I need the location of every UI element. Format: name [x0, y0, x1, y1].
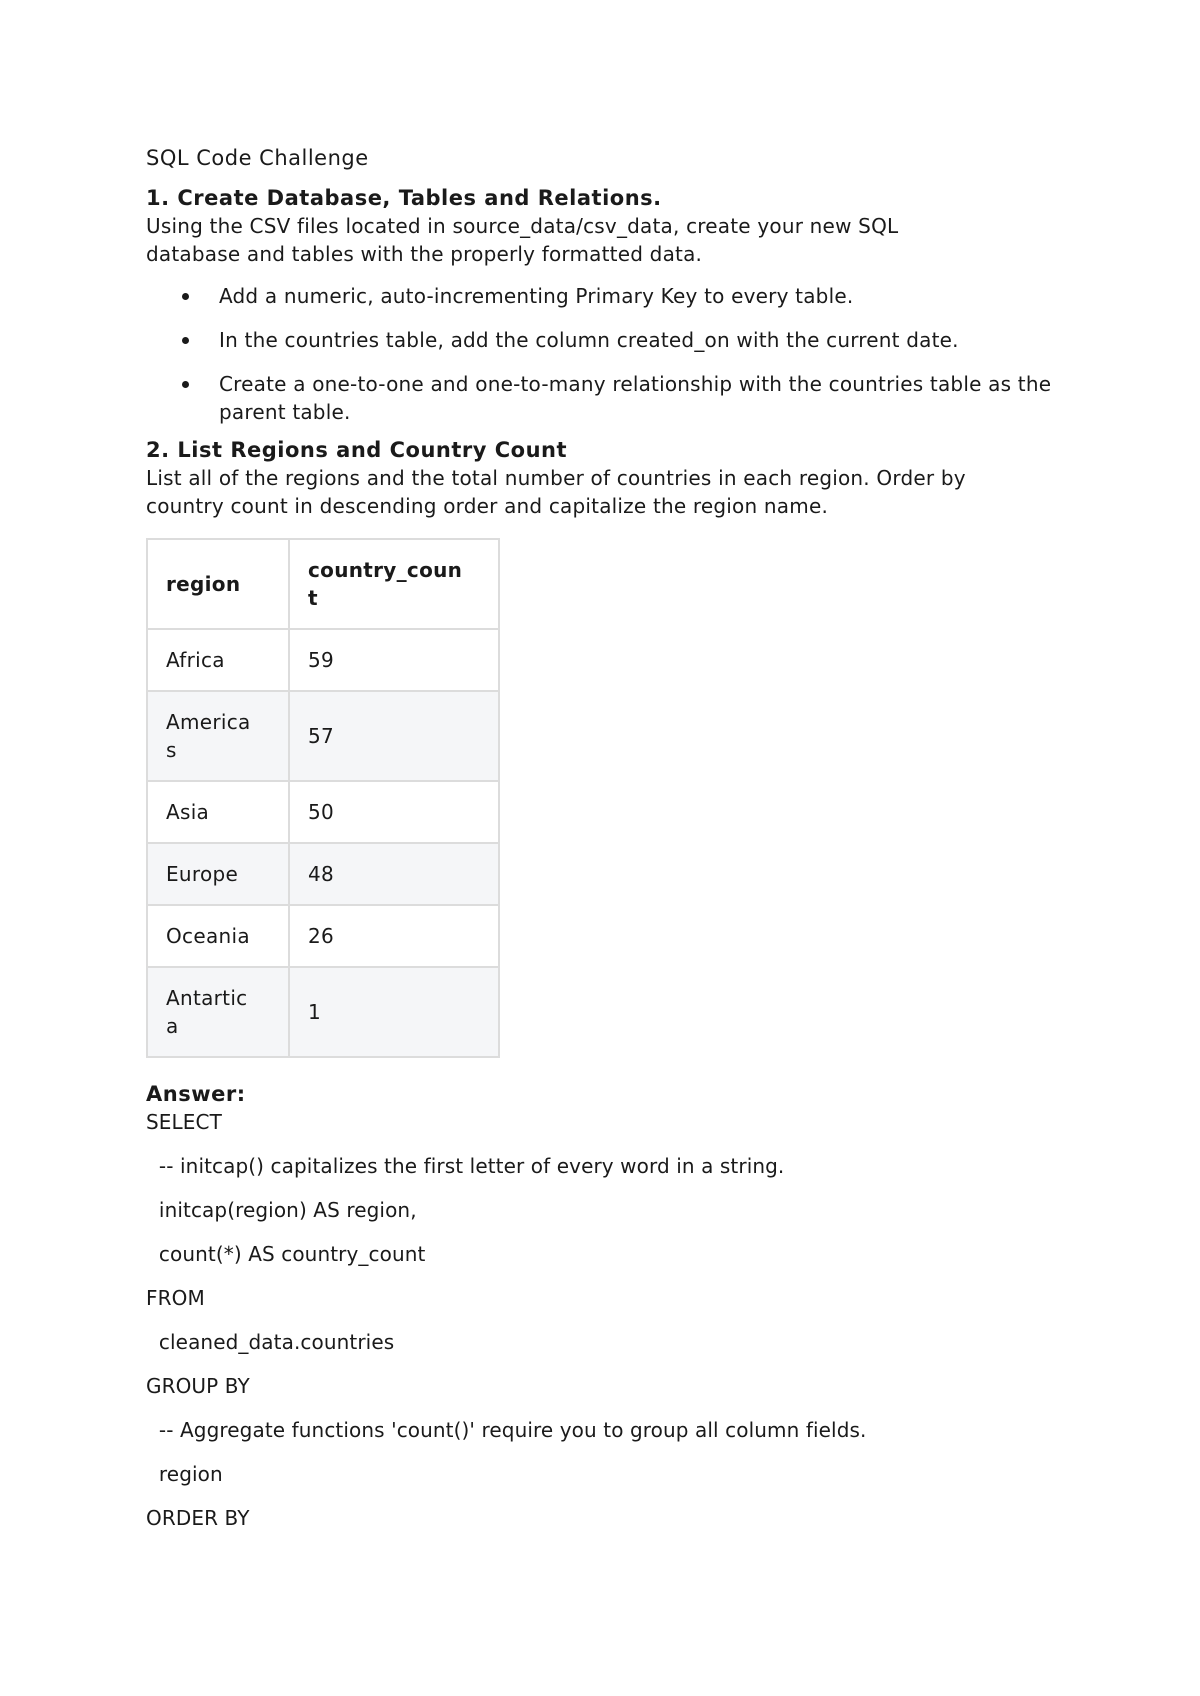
section-1-intro-line-2: database and tables with the properly formatted data.: [146, 242, 703, 266]
cell-region: Antartic a: [147, 967, 289, 1057]
table-header-row: [147, 539, 499, 629]
list-item-text: Add a numeric, auto-incrementing Primary Key to every table.: [219, 284, 854, 308]
list-item: [146, 326, 1066, 354]
section-2-intro-line-2: country count in descending order and capitalize the region name.: [146, 494, 829, 518]
code-line: count(*) AS country_count: [146, 1242, 426, 1266]
code-line: region: [146, 1462, 223, 1486]
list-item: [146, 282, 1066, 310]
table-row: [147, 967, 499, 1057]
section-1-heading: 1. Create Database, Tables and Relations.: [146, 186, 662, 210]
table-row: [147, 843, 499, 905]
code-line: initcap(region) AS region,: [146, 1198, 417, 1222]
section-1-intro-line-1: Using the CSV files located in source_data/csv_data, create your new SQL: [146, 214, 899, 238]
document-page: [146, 142, 1066, 1548]
sql-answer-code: [146, 1108, 1066, 1532]
table-row: [147, 905, 499, 967]
code-line: ORDER BY: [146, 1506, 250, 1530]
cell-country-count: 50: [289, 781, 499, 843]
cell-country-count: 1: [289, 967, 499, 1057]
section-2-intro-line-1: List all of the regions and the total number of countries in each region. Order by: [146, 466, 966, 490]
document-title: SQL Code Challenge: [146, 146, 369, 170]
regions-table: [146, 538, 500, 1058]
bullet-icon: [182, 337, 189, 344]
table-row: [147, 781, 499, 843]
cell-country-count: 26: [289, 905, 499, 967]
requirements-list: [146, 282, 1066, 426]
cell-region: America s: [147, 691, 289, 781]
table-row: [147, 629, 499, 691]
bullet-icon: [182, 381, 189, 388]
answer-label: Answer:: [146, 1082, 246, 1106]
cell-country-count: 59: [289, 629, 499, 691]
code-line: SELECT: [146, 1110, 222, 1134]
cell-region: Asia: [147, 781, 289, 843]
cell-region: Africa: [147, 629, 289, 691]
cell-region: Oceania: [147, 905, 289, 967]
cell-region: Europe: [147, 843, 289, 905]
column-header-region: region: [147, 539, 289, 629]
list-item-text: In the countries table, add the column created_on with the current date.: [219, 328, 959, 352]
section-2-heading: 2. List Regions and Country Count: [146, 438, 568, 462]
cell-country-count: 57: [289, 691, 499, 781]
code-line: -- Aggregate functions 'count()' require you to group all column fields.: [146, 1418, 867, 1442]
list-item: [146, 370, 1066, 426]
section-2-intro: [146, 464, 1066, 520]
bullet-icon: [182, 293, 189, 300]
code-line: GROUP BY: [146, 1374, 250, 1398]
column-header-country-count: country_coun t: [289, 539, 499, 629]
section-2: [146, 436, 1066, 1532]
cell-country-count: 48: [289, 843, 499, 905]
code-line: cleaned_data.countries: [146, 1330, 395, 1354]
code-line: -- initcap() capitalizes the first letter of every word in a string.: [146, 1154, 785, 1178]
table-row: [147, 691, 499, 781]
list-item-text: Create a one-to-one and one-to-many relationship with the countries table as the parent table.: [219, 372, 1052, 424]
code-line: FROM: [146, 1286, 205, 1310]
section-1-intro: [146, 212, 1066, 268]
